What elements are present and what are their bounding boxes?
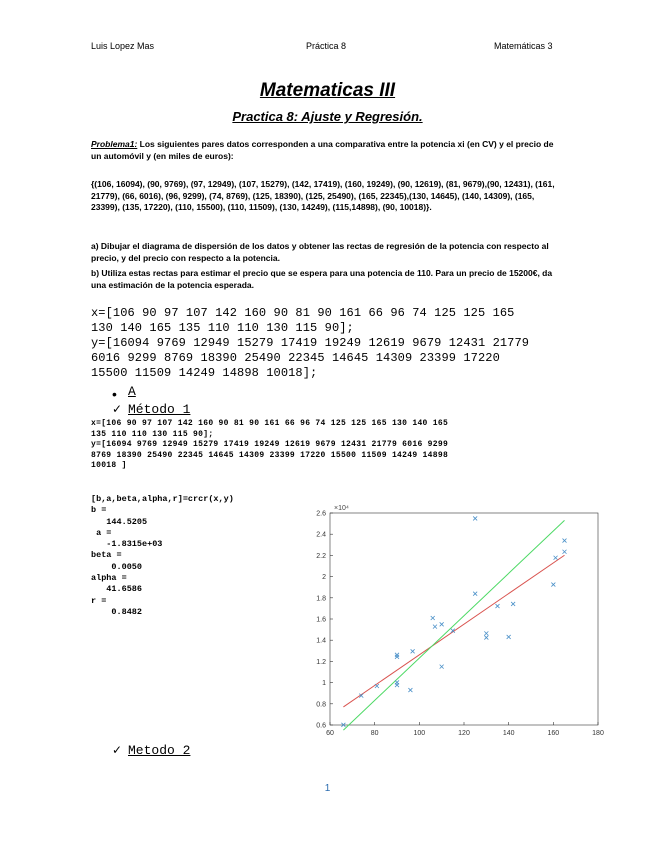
problem-statement [91,139,561,162]
y-tick-label: 1.6 [316,616,326,624]
page-title: Matematicas III [259,80,396,101]
x-tick-label: 160 [547,730,560,737]
data-pairs: {(106, 16094), (90, 9769), (97, 12949), (107, 15279), (142, 17419), (160, 19249), (90, 12619), (81, 9679),(90, 12431), (161, 21779), (66, 6016), (96, 9299), (74, 8769), (125, 18390), (125, 25490), (165, 22345),(130, 14645), (140, 14309), (165, 23399), (135, 17220), (110, 15500), (110, 11509), (130, 14249), (115,14898), (90, 10018)}. [91,179,555,212]
page-number: 1 [324,783,331,794]
x-tick-label: 60 [326,730,334,737]
scatter-chart [300,500,610,745]
plot-frame [330,513,598,725]
y-tick-label: 1.2 [316,658,326,666]
y-tick-label: 2.4 [316,531,326,539]
y-tick-label: 2.6 [316,510,326,518]
y-tick-label: 1 [322,680,326,688]
page-subtitle: Practica 8: Ajuste y Regresión. [232,109,423,124]
task-a: a) Dibujar el diagrama de dispersión de los datos y obtener las rectas de regresión de la potencia con respecto al precio, y del precio con respecto a la potencia. [91,241,549,263]
header-practice: Práctica 8 [306,41,347,51]
checkmark-icon-2: ✓ [112,743,123,757]
header-author: Luis Lopez Mas [91,41,155,51]
metodo2-heading: Metodo 2 [128,743,191,758]
regression-output: [b,a,beta,alpha,r]=crcr(x,y) b = 144.5205 a = -1.8315e+03 beta = 0.0050 alpha = 41.6586 r = 0.8482 [91,494,234,617]
y-tick-label: 1.4 [316,637,326,645]
metodo1-heading: Método 1 [128,402,191,417]
y-tick-label: 2 [322,574,326,582]
bullet-dot: • [112,386,117,402]
problem-label: Problema1: [91,139,138,149]
checkmark-icon: ✓ [112,402,123,416]
x-tick-label: 140 [502,730,515,737]
y-tick-label: 0.8 [316,701,326,709]
code-data-definition: x=[106 90 97 107 142 160 90 81 90 161 66 96 74 125 125 165 130 140 165 135 110 110 130 115 90]; y=[16094 9769 12949 15279 17419 19249 12619 9679 12431 21779 6016 9299 8769 18390 25490 22345 14645 14309 23399 17220 15500 11509 14249 14898 10018]; [91,306,530,380]
x-tick-label: 100 [413,730,426,737]
y-tick-label: 1.8 [316,595,326,603]
exponent-label: ×10⁴ [334,505,349,512]
section-a-label: A [128,384,136,399]
y-tick-label: 0.6 [316,722,326,730]
x-tick-label: 80 [370,730,379,737]
x-tick-label: 180 [592,730,604,737]
code-data-small: x=[106 90 97 107 142 160 90 81 90 161 66 96 74 125 125 165 130 140 165 135 110 110 130 115 90]; y=[16094 9769 12949 15279 17419 19249 12619 9679 12431 21779 6016 9299 8769 18390 25490 22345 14645 14309 23399 17220 15500 11509 14249 14898 10018 ] [91,419,449,470]
problem-intro: Los siguientes pares datos corresponden a una comparativa entre la potencia xi (en CV) y el precio de un automóvil y (en miles de euros): [91,139,554,161]
task-b: b) Utiliza estas rectas para estimar el precio que se espera para una potencia de 110. Para un precio de 15200€, da una estimación de la potencia esperada. [91,268,553,290]
y-tick-label: 2.2 [316,552,326,560]
x-tick-label: 120 [458,730,470,737]
header-subject: Matemáticas 3 [494,41,553,51]
